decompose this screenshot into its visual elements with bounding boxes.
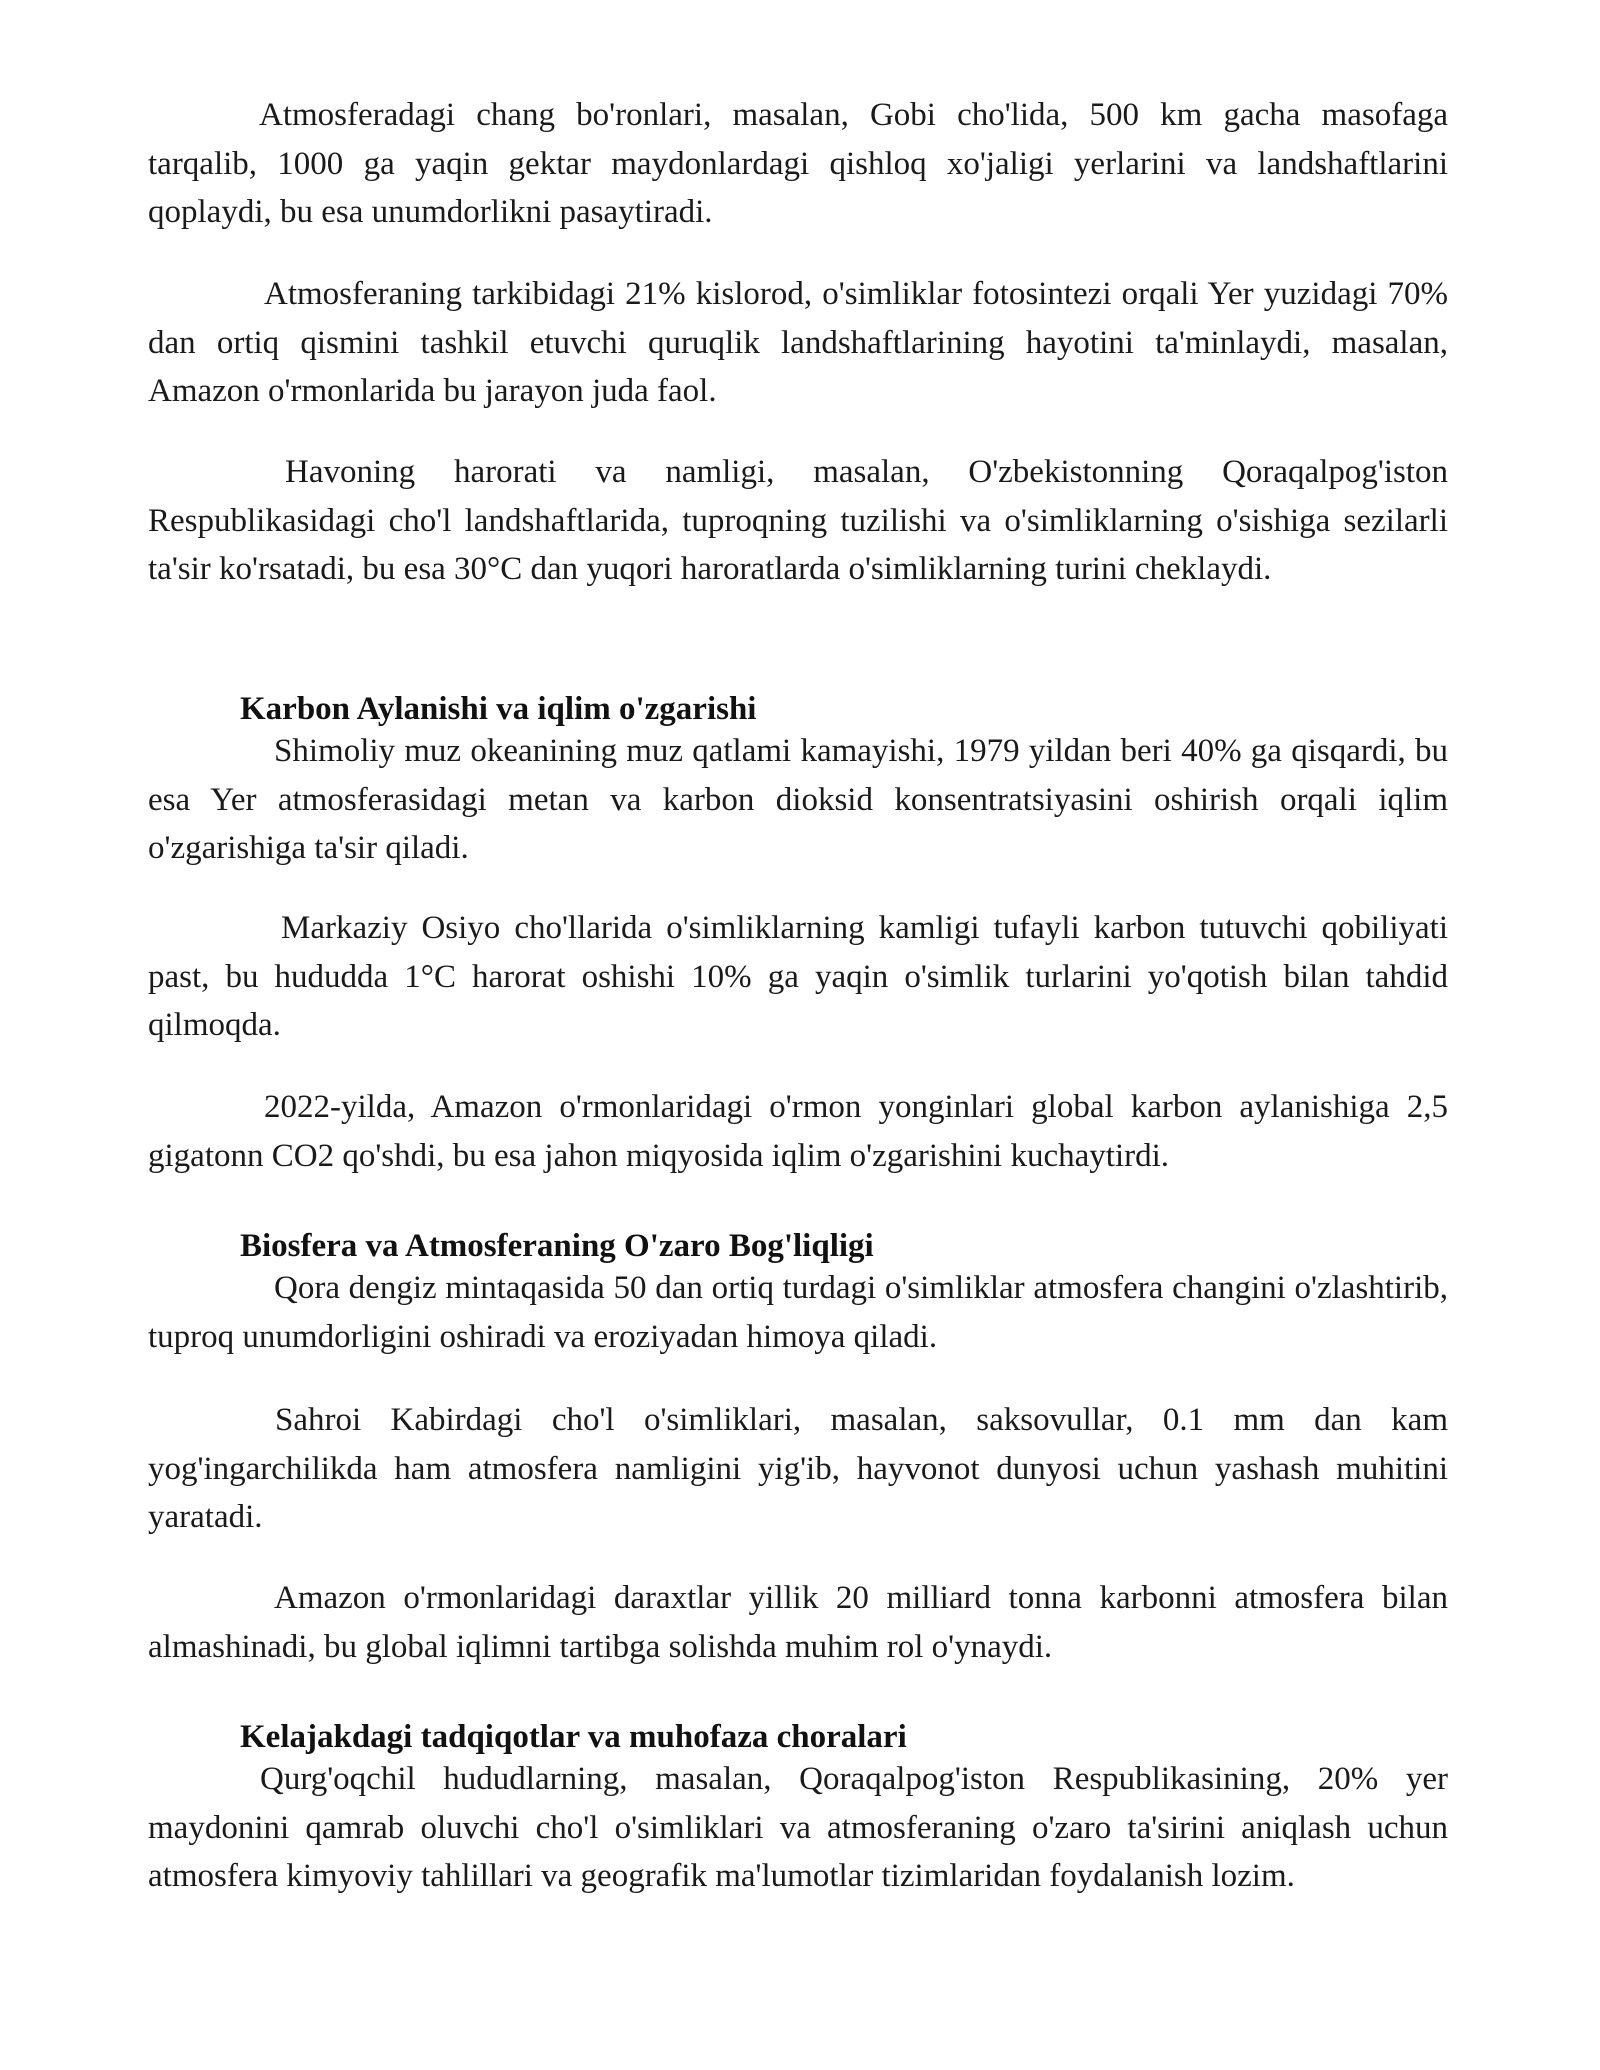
paragraph-arid-regions: Qurg'oqchil hududlarning, masalan, Qoraqalpog'iston Respublikasining, 20% yer maydonini qamrab oluvchi cho'l o'simliklari va atmosferaning o'zaro ta'sirini aniqlash uchun atmosfera kimyoviy tahlillari va geografik ma'lumotlar tizimlaridan foydalanish lozim.	[148, 1761, 1448, 1894]
paragraph-arctic-ice: Shimoliy muz okeanining muz qatlami kamayishi, 1979 yildan beri 40% ga qisqardi, bu esa Yer atmosferasidagi metan va karbon dioksid konsentratsiyasini oshirish orqali iqlim o'zgarishiga ta'sir qiladi.	[148, 733, 1448, 866]
paragraph-black-sea-plants: Qora dengiz mintaqasida 50 dan ortiq turdagi o'simliklar atmosfera changini o'zlashtirib, tuproq unumdorligini oshiradi va eroziyadan himoya qiladi.	[148, 1270, 1448, 1355]
heading-carbon-cycle: Karbon Aylanishi va iqlim o'zgarishi	[240, 691, 757, 727]
paragraph-oxygen-photosynthesis: Atmosferaning tarkibidagi 21% kislorod, o'simliklar fotosintezi orqali Yer yuzidagi 70% dan ortiq qismini tashkil etuvchi quruqlik landshaftlarining hayotini ta'minlaydi, masalan, Amazon o'rmonlarida bu jarayon juda faol.	[148, 276, 1448, 409]
paragraph-sahara-plants: Sahroi Kabirdagi cho'l o'simliklari, masalan, saksovullar, 0.1 mm dan kam yog'ingarchilikda ham atmosfera namligini yig'ib, hayvonot dunyosi uchun yashash muhitini yaratadi.	[148, 1402, 1448, 1535]
paragraph-dust-storms: Atmosferadagi chang bo'ronlari, masalan, Gobi cho'lida, 500 km gacha masofaga tarqalib, 1000 ga yaqin gektar maydonlardagi qishloq xo'jaligi yerlarini va landshaftlarini qoplaydi, bu esa unumdorlikni pasaytiradi.	[148, 97, 1448, 230]
paragraph-central-asia-deserts: Markaziy Osiyo cho'llarida o'simliklarning kamligi tufayli karbon tutuvchi qobiliyati past, bu hududda 1°C harorat oshishi 10% ga yaqin o'simlik turlarini yo'qotish bilan tahdid qilmoqda.	[148, 910, 1448, 1043]
paragraph-amazon-fires: 2022-yilda, Amazon o'rmonlaridagi o'rmon yonginlari global karbon aylanishiga 2,5 gigatonn CO2 qo'shdi, bu esa jahon miqyosida iqlim o'zgarishini kuchaytirdi.	[148, 1089, 1448, 1174]
heading-future-research: Kelajakdagi tadqiqotlar va muhofaza choralari	[240, 1719, 907, 1755]
heading-biosphere-atmosphere: Biosfera va Atmosferaning O'zaro Bog'liqligi	[240, 1228, 874, 1264]
paragraph-temperature-humidity: Havoning harorati va namligi, masalan, O'zbekistonning Qoraqalpog'iston Respublikasidagi cho'l landshaftlarida, tuproqning tuzilishi va o'simliklarning o'sishiga sezilarli ta'sir ko'rsatadi, bu esa 30°C dan yuqori haroratlarda o'simliklarning turini cheklaydi.	[148, 454, 1448, 587]
paragraph-amazon-trees: Amazon o'rmonlaridagi daraxtlar yillik 20 milliard tonna karbonni atmosfera bilan almashinadi, bu global iqlimni tartibga solishda muhim rol o'ynaydi.	[148, 1580, 1448, 1665]
